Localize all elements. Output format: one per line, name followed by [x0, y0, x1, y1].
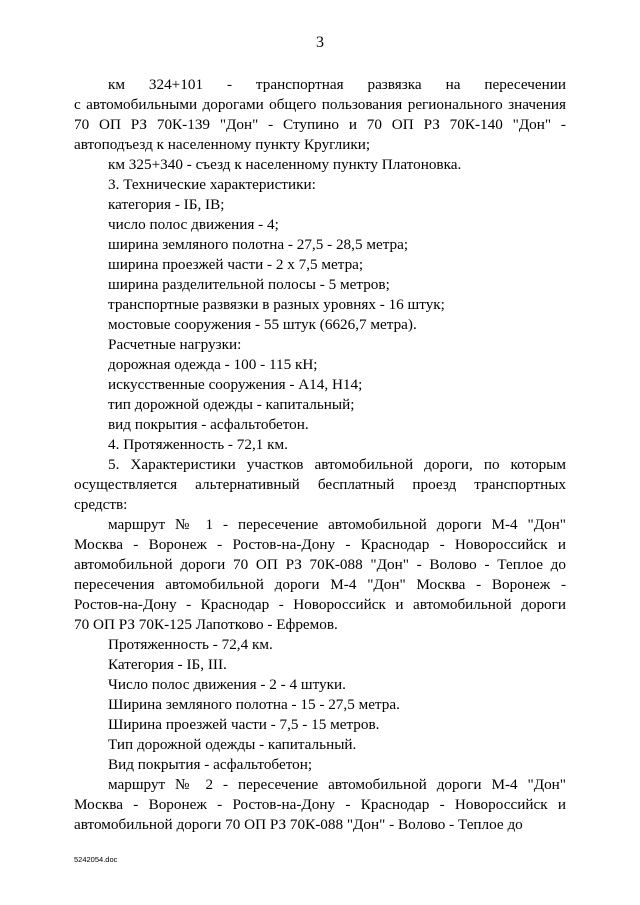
- paragraph-line: дорожная одежда - 100 - 115 кН;: [108, 356, 318, 373]
- paragraph-line: 70 ОП РЗ 70К-125 Лапотково - Ефремов.: [74, 616, 338, 633]
- paragraph-line: число полос движения - 4;: [108, 216, 279, 233]
- paragraph-line: автоподъезд к населенному пункту Круглики;: [74, 136, 371, 153]
- paragraph: [74, 235, 566, 255]
- paragraph-line: 3. Технические характеристики:: [108, 176, 316, 193]
- paragraph-line: маршрут № 2 - пересечение автомобильной дороги М-4 "Дон": [108, 776, 566, 793]
- paragraph-line: Вид покрытия - асфальтобетон;: [108, 756, 313, 773]
- paragraph: [74, 155, 566, 175]
- paragraph: [74, 215, 566, 235]
- paragraph: [74, 775, 566, 835]
- paragraph: [74, 255, 566, 275]
- paragraph: [74, 335, 566, 355]
- paragraph-line: автомобильной дороги 70 ОП РЗ 70К-088 "Дон" - Волово - Теплое до: [74, 816, 523, 833]
- paragraph: [74, 355, 566, 375]
- paragraph-line: мостовые сооружения - 55 штук (6626,7 метра).: [108, 316, 417, 333]
- paragraph: [74, 515, 566, 635]
- paragraph-line: Ростов-на-Дону - Краснодар - Новороссийск и автомобильной дороги: [74, 596, 566, 613]
- paragraph-line: Категория - IБ, III.: [108, 656, 227, 673]
- footer-filename: 5242054.doc: [74, 855, 118, 864]
- paragraph: [74, 75, 566, 155]
- paragraph: [74, 455, 566, 515]
- paragraph-line: пересечения автомобильной дороги М-4 "Дон" Москва - Воронеж -: [74, 576, 566, 593]
- paragraph-line: Ширина проезжей части - 7,5 - 15 метров.: [108, 716, 380, 733]
- paragraph: [74, 735, 566, 755]
- paragraph: [74, 435, 566, 455]
- paragraph-line: средств:: [74, 496, 128, 513]
- paragraph-line: вид покрытия - асфальтобетон.: [108, 416, 309, 433]
- paragraph-line: тип дорожной одежды - капитальный;: [108, 396, 355, 413]
- paragraph: [74, 275, 566, 295]
- paragraph: [74, 755, 566, 775]
- page-number: 3: [316, 34, 324, 51]
- paragraph: [74, 695, 566, 715]
- paragraph-line: категория - IБ, IВ;: [108, 196, 225, 213]
- paragraph-line: искусственные сооружения - А14, Н14;: [108, 376, 363, 393]
- paragraph: [74, 415, 566, 435]
- paragraph-line: км 325+340 - съезд к населенному пункту Платоновка.: [108, 156, 462, 173]
- paragraph-line: 70 ОП РЗ 70К-139 "Дон" - Ступино и 70 ОП РЗ 70К-140 "Дон" -: [74, 116, 566, 133]
- paragraph: [74, 315, 566, 335]
- paragraph-line: маршрут № 1 - пересечение автомобильной дороги М-4 "Дон": [108, 516, 566, 533]
- paragraph-line: ширина разделительной полосы - 5 метров;: [108, 276, 390, 293]
- paragraph-line: автомобильной дороги 70 ОП РЗ 70К-088 "Дон" - Волово - Теплое до: [74, 556, 566, 573]
- paragraph-line: ширина проезжей части - 2 х 7,5 метра;: [108, 256, 364, 273]
- paragraph: [74, 715, 566, 735]
- paragraph: [74, 195, 566, 215]
- paragraph: [74, 655, 566, 675]
- paragraph-line: транспортные развязки в разных уровнях - 16 штук;: [108, 296, 445, 313]
- paragraph-line: осуществляется альтернативный бесплатный проезд транспортных: [74, 476, 566, 493]
- paragraph-line: Расчетные нагрузки:: [108, 336, 242, 353]
- paragraph-line: 5. Характеристики участков автомобильной дороги, по которым: [108, 456, 566, 473]
- paragraph-line: Москва - Воронеж - Ростов-на-Дону - Краснодар - Новороссийск и: [74, 796, 566, 813]
- paragraph-line: Москва - Воронеж - Ростов-на-Дону - Краснодар - Новороссийск и: [74, 536, 566, 553]
- paragraph-line: Тип дорожной одежды - капитальный.: [108, 736, 357, 753]
- paragraph-line: Протяженность - 72,4 км.: [108, 636, 273, 653]
- paragraph: [74, 395, 566, 415]
- paragraph: [74, 675, 566, 695]
- paragraph-line: Ширина земляного полотна - 15 - 27,5 метра.: [108, 696, 400, 713]
- paragraph: [74, 375, 566, 395]
- paragraph-line: с автомобильными дорогами общего пользования регионального значения: [74, 96, 566, 113]
- paragraph-line: Число полос движения - 2 - 4 штуки.: [108, 676, 346, 693]
- paragraph-line: ширина земляного полотна - 27,5 - 28,5 метра;: [108, 236, 409, 253]
- document-body: [74, 75, 566, 835]
- paragraph: [74, 175, 566, 195]
- paragraph-line: км 324+101 - транспортная развязка на пересечении: [108, 76, 566, 93]
- paragraph-line: 4. Протяженность - 72,1 км.: [108, 436, 288, 453]
- paragraph: [74, 635, 566, 655]
- paragraph: [74, 295, 566, 315]
